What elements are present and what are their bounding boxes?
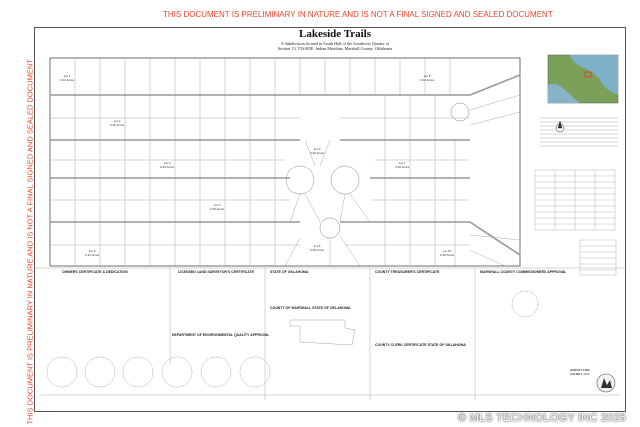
lot-label (85, 250, 99, 257)
lot-number: Lot 4 (213, 203, 221, 207)
plat-title: Lakeside Trails (298, 28, 372, 40)
location-map (548, 55, 618, 103)
plat-subtitle-line-1: A Subdivision located in South Half of the Southwest Quarter of (280, 41, 390, 46)
lot-number: Lot 10 (442, 249, 452, 253)
survey-stamp (570, 368, 590, 376)
lot-number: Lot 5 (88, 249, 96, 253)
county-clerk-heading: COUNTY CLERK CERTIFICATE STATE OF OKLAHOMA (375, 343, 466, 347)
lot-label (160, 162, 174, 169)
commissioners-approval-heading: MARSHALL COUNTY COMMISSIONERS APPROVAL (480, 270, 567, 274)
lot-label (210, 204, 224, 211)
survey-stamp-line-2: CALBEY, LLC (570, 372, 590, 376)
lot-number: Lot 8 (423, 74, 431, 78)
lot-number: Lot 7 (398, 161, 406, 165)
lot-number: Lot 2 (113, 119, 121, 123)
lot-label (395, 162, 409, 169)
lot-area: 0.30 Acres (310, 150, 325, 155)
lot-label (420, 75, 434, 82)
preliminary-warning-top: THIS DOCUMENT IS PRELIMINARY IN NATURE AND IS NOT A FINAL SIGNED AND SEALED DOCUMENT (163, 10, 553, 19)
treasurer-certificate-heading: COUNTY TREASURER'S CERTIFICATE (375, 270, 440, 274)
lot-area: 0.30 Acres (160, 164, 175, 169)
lot-label (110, 120, 124, 127)
plat-subtitle-line-2: Section 13, T5S-R5E, Indian Meridian, Marshall County, Oklahoma (277, 46, 393, 51)
lot-number: Lot 3 (163, 161, 171, 165)
lot-label (310, 148, 324, 155)
lot-area: 0.30 Acres (310, 247, 325, 252)
lot-area: 0.30 Acres (110, 122, 125, 127)
lot-number: Lot 1 (63, 74, 71, 78)
lot-area: 0.30 Acres (210, 206, 225, 211)
lot-area: 0.30 Acres (395, 164, 410, 169)
county-marshall-heading: COUNTY OF MARSHALL STATE OF OKLAHOMA (270, 306, 351, 310)
survey-stamp-line-1: SURVEY FOR: (570, 368, 591, 372)
lot-area: 0.30 Acres (85, 252, 100, 257)
lot-number: Lot 9 (313, 147, 321, 151)
lot-label (60, 75, 74, 82)
surveyor-certificate-heading: LICENSED LAND SURVEYOR'S CERTIFICATE (178, 270, 254, 274)
mls-watermark: © MLS TECHNOLOGY INC 2025 (458, 412, 626, 424)
lot-area: 0.30 Acres (60, 77, 75, 82)
owners-certificate-heading: OWNERS CERTIFICATE & DEDICATION (62, 270, 128, 274)
lot-number: Lot 6 (313, 244, 321, 248)
state-heading: STATE OF OKLAHOMA (270, 270, 309, 274)
lot-area: 0.30 Acres (440, 252, 455, 257)
lot-label (440, 250, 454, 257)
preliminary-warning-left: THIS DOCUMENT IS PRELIMINARY IN NATURE AND IS NOT A FINAL SIGNED AND SEALED DOCUMENT (25, 59, 35, 425)
environmental-approval-heading: DEPARTMENT OF ENVIRONMENTAL QUALITY APPROVAL (172, 333, 270, 337)
lot-area: 0.30 Acres (420, 77, 435, 82)
lot-label (310, 245, 324, 252)
